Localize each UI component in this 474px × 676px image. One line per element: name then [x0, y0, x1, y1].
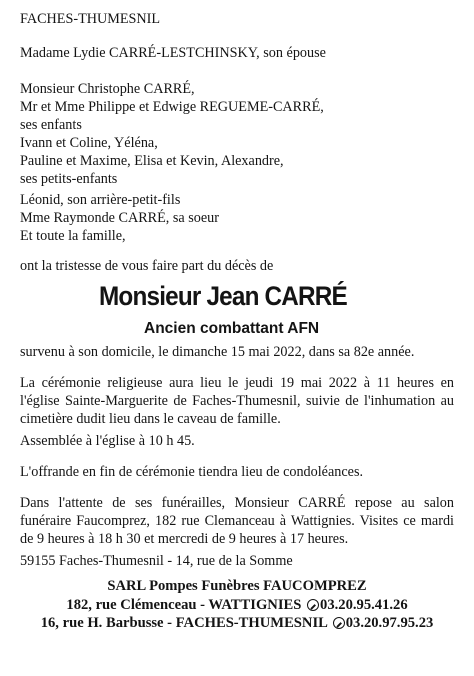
location-header: FACHES-THUMESNIL [20, 11, 161, 27]
relative-line: Et toute la famille, [20, 228, 126, 245]
funeral-home-paragraph: Dans l'attente de ses funérailles, Monsieur CARRÉ repose au salon funéraire Faucomprez, 182 rue Clemanceau à Wattignies. Visites ce mardi de 9 heures à 18 h 30 et mercredi de 9 heures à 17 heures. [20, 495, 454, 548]
announcement-intro: ont la tristesse de vous faire part du décès de [20, 258, 274, 274]
children-line: ses enfants [20, 117, 82, 134]
other-relatives-block [20, 191, 219, 246]
deceased-name: Monsieur Jean CARRÉ [99, 281, 347, 311]
spouse-block [20, 44, 326, 62]
footer-phone-number: 03.20.97.95.23 [345, 615, 434, 631]
death-details: survenu à son domicile, le dimanche 15 mai 2022, dans sa 82e année. [20, 344, 415, 360]
relative-line: Mme Raymonde CARRÉ, sa soeur [20, 210, 219, 227]
footer-address-text: 182, rue Clémenceau - WATTIGNIES [66, 596, 302, 613]
children-line: Mr et Mme Philippe et Edwige REGUEME-CARRÉ, [20, 99, 324, 116]
children-block [20, 80, 324, 135]
footer-address-wattignies [0, 596, 474, 615]
phone-circle-icon [307, 599, 319, 611]
ceremony-paragraph: La cérémonie religieuse aura lieu le jeudi 19 mai 2022 à 11 heures en l'église Sainte-Marguerite de Faches-Thumesnil, suivie de l'inhumation au cimetière dudit lieu dans le caveau de famille. [20, 375, 454, 428]
relative-line: Léonid, son arrière-petit-fils [20, 192, 181, 208]
funeral-director-footer [0, 577, 474, 633]
footer-address-faches [0, 614, 474, 633]
spouse-line: Madame Lydie CARRÉ-LESTCHINSKY, son épouse [20, 45, 326, 61]
children-line: Monsieur Christophe CARRÉ, [20, 81, 195, 97]
grandchildren-block [20, 134, 284, 189]
address-line: 59155 Faches-Thumesnil - 14, rue de la Somme [20, 553, 293, 569]
grandchildren-line: Pauline et Maxime, Elisa et Kevin, Alexandre, [20, 153, 284, 170]
deceased-subtitle: Ancien combattant AFN [144, 320, 320, 337]
offering-paragraph: L'offrande en fin de cérémonie tiendra lieu de condoléances. [20, 464, 364, 480]
grandchildren-line: Ivann et Coline, Yéléna, [20, 135, 158, 151]
phone-circle-icon [333, 617, 345, 629]
grandchildren-line: ses petits-enfants [20, 171, 118, 188]
assembly-paragraph: Assemblée à l'église à 10 h 45. [20, 433, 195, 449]
footer-phone-number: 03.20.95.41.26 [320, 596, 408, 613]
footer-address-text: 16, rue H. Barbusse - FACHES-THUMESNIL [40, 615, 328, 631]
funeral-company-name: SARL Pompes Funèbres FAUCOMPREZ [107, 578, 367, 594]
